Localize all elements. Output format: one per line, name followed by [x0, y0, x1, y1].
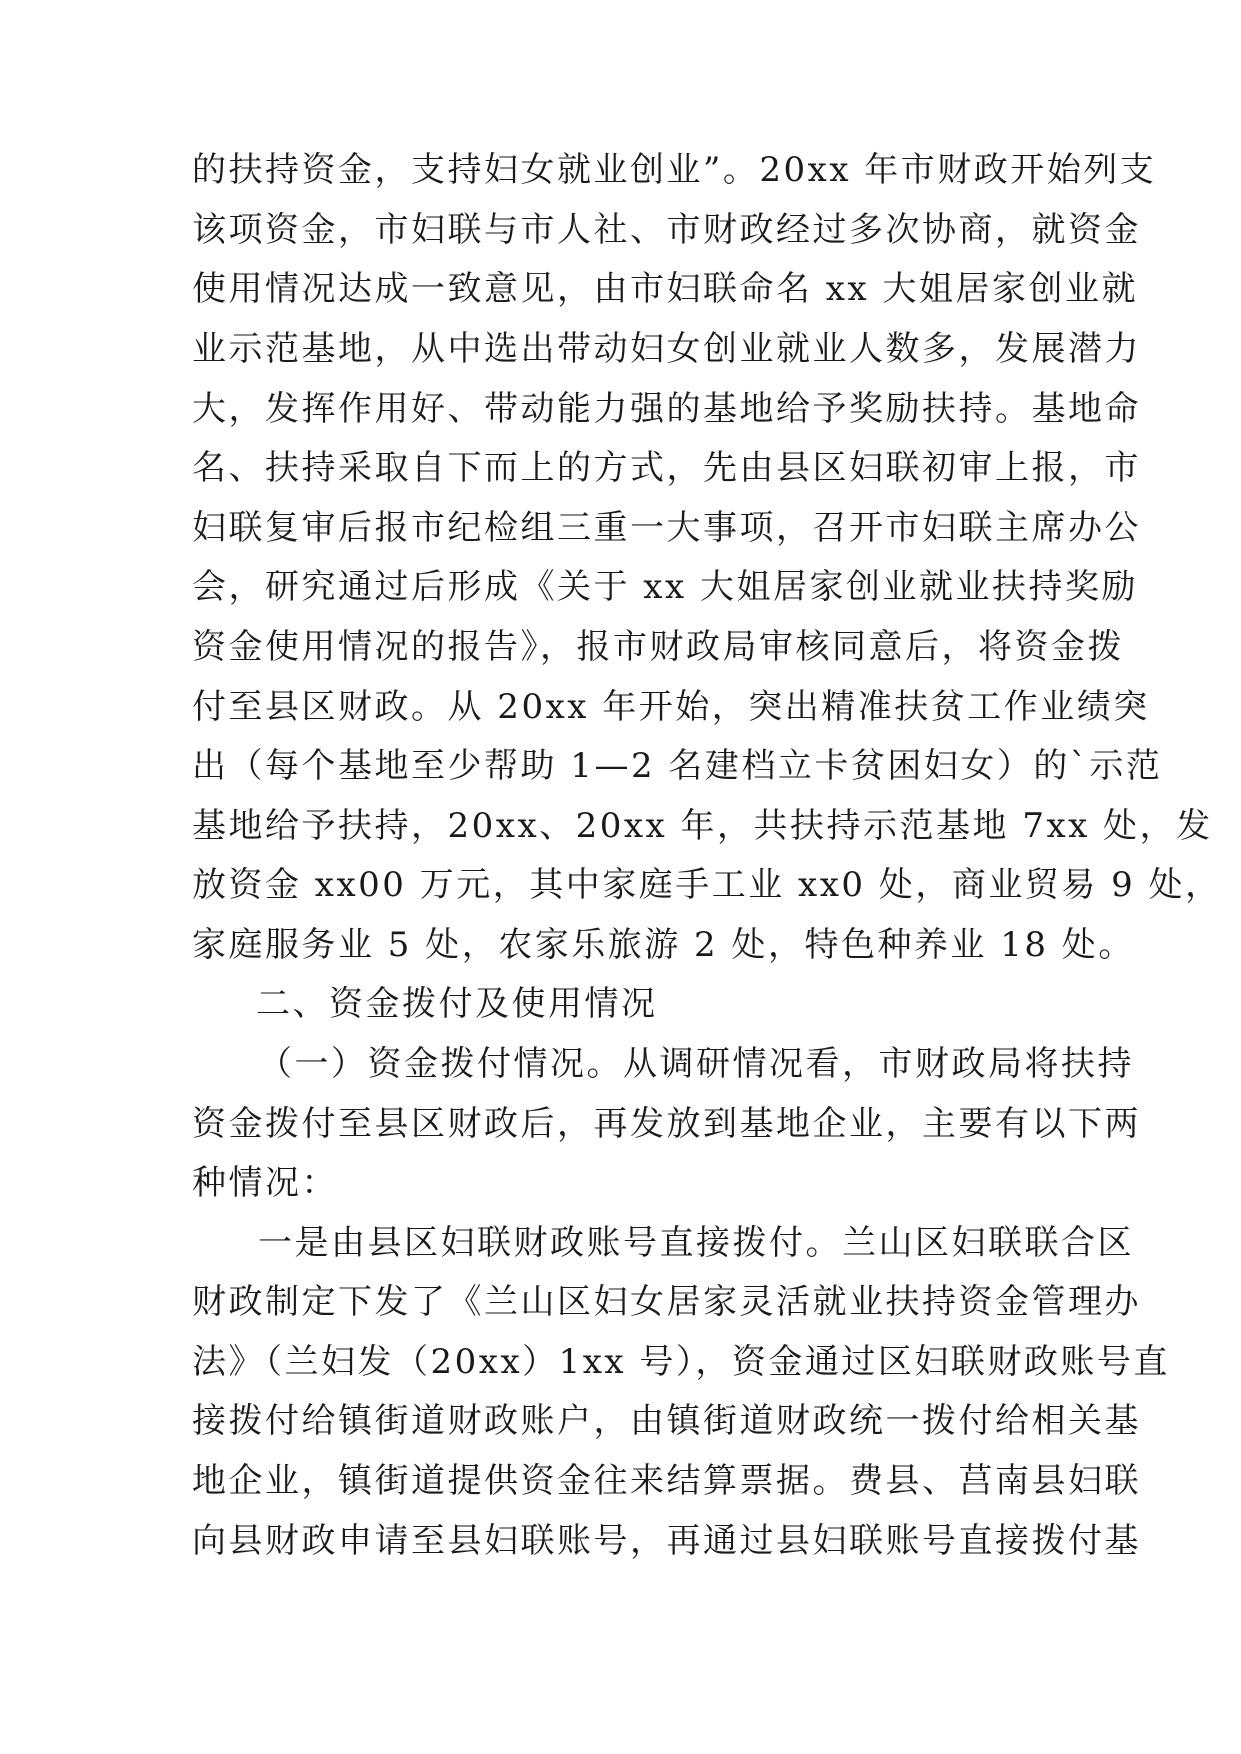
paragraph-2-line-2: 资金拨付至县区财政后，再发放到基地企业，主要有以下两 [192, 1104, 1141, 1144]
paragraph-1-line-8: 会，研究通过后形成《关于 xx 大姐居家创业就业扶持奖励 [192, 567, 1138, 607]
paragraph-3-line-6: 向县财政申请至县妇联账号，再通过县妇联账号直接拨付基 [192, 1521, 1141, 1561]
paragraph-2-line-3: 种情况： [192, 1163, 338, 1203]
paragraph-1-line-4: 业示范基地，从中选出带动妇女创业就业人数多，发展潜力 [192, 329, 1141, 369]
paragraph-1-line-14: 家庭服务业 5 处，农家乐旅游 2 处，特色种养业 18 处。 [192, 925, 1135, 965]
paragraph-1-line-3: 使用情况达成一致意见，由市妇联命名 xx 大姐居家创业就 [192, 269, 1138, 309]
paragraph-3-line-2: 财政制定下发了《兰山区妇女居家灵活就业扶持资金管理办 [192, 1282, 1141, 1322]
paragraph-1-line-9: 资金使用情况的报告》，报市财政局审核同意后，将资金拨 [192, 627, 1124, 667]
paragraph-1-line-7: 妇联复审后报市纪检组三重一大事项，召开市妇联主席办公 [192, 508, 1141, 548]
paragraph-1-line-5: 大，发挥作用好、带动能力强的基地给予奖励扶持。基地命 [192, 389, 1141, 429]
paragraph-3-line-3: 法》（兰妇发（20xx）1xx 号），资金通过区妇联财政账号直 [192, 1342, 1170, 1382]
paragraph-1-line-1: 的扶持资金，支持妇女就业创业”。20xx 年市财政开始列支 [192, 150, 1157, 190]
paragraph-1-line-2: 该项资金，市妇联与市人社、市财政经过多次协商，就资金 [192, 210, 1141, 250]
paragraph-3-line-4: 接拨付给镇街道财政账户，由镇街道财政统一拨付给相关基 [192, 1401, 1141, 1441]
paragraph-3-line-5: 地企业，镇街道提供资金往来结算票据。费县、莒南县妇联 [192, 1461, 1141, 1501]
paragraph-1-line-13: 放资金 xx00 万元，其中家庭手工业 xx0 处，商业贸易 9 处， [192, 865, 1222, 905]
paragraph-3-line-1: 一是由县区妇联财政账号直接拨付。兰山区妇联联合区 [258, 1223, 1134, 1263]
section-heading-2: 二、资金拨付及使用情况 [256, 984, 658, 1024]
paragraph-2-line-1: （一）资金拨付情况。从调研情况看，市财政局将扶持 [258, 1044, 1134, 1084]
paragraph-1-line-6: 名、扶持采取自下而上的方式，先由县区妇联初审上报，市 [192, 448, 1141, 488]
paragraph-1-line-11: 出（每个基地至少帮助 1—2 名建档立卡贫困妇女）的`示范 [192, 746, 1163, 786]
paragraph-1-line-10: 付至县区财政。从 20xx 年开始，突出精准扶贫工作业绩突 [192, 687, 1150, 727]
paragraph-1-line-12: 基地给予扶持，20xx、20xx 年，共扶持示范基地 7xx 处，发 [192, 806, 1213, 846]
